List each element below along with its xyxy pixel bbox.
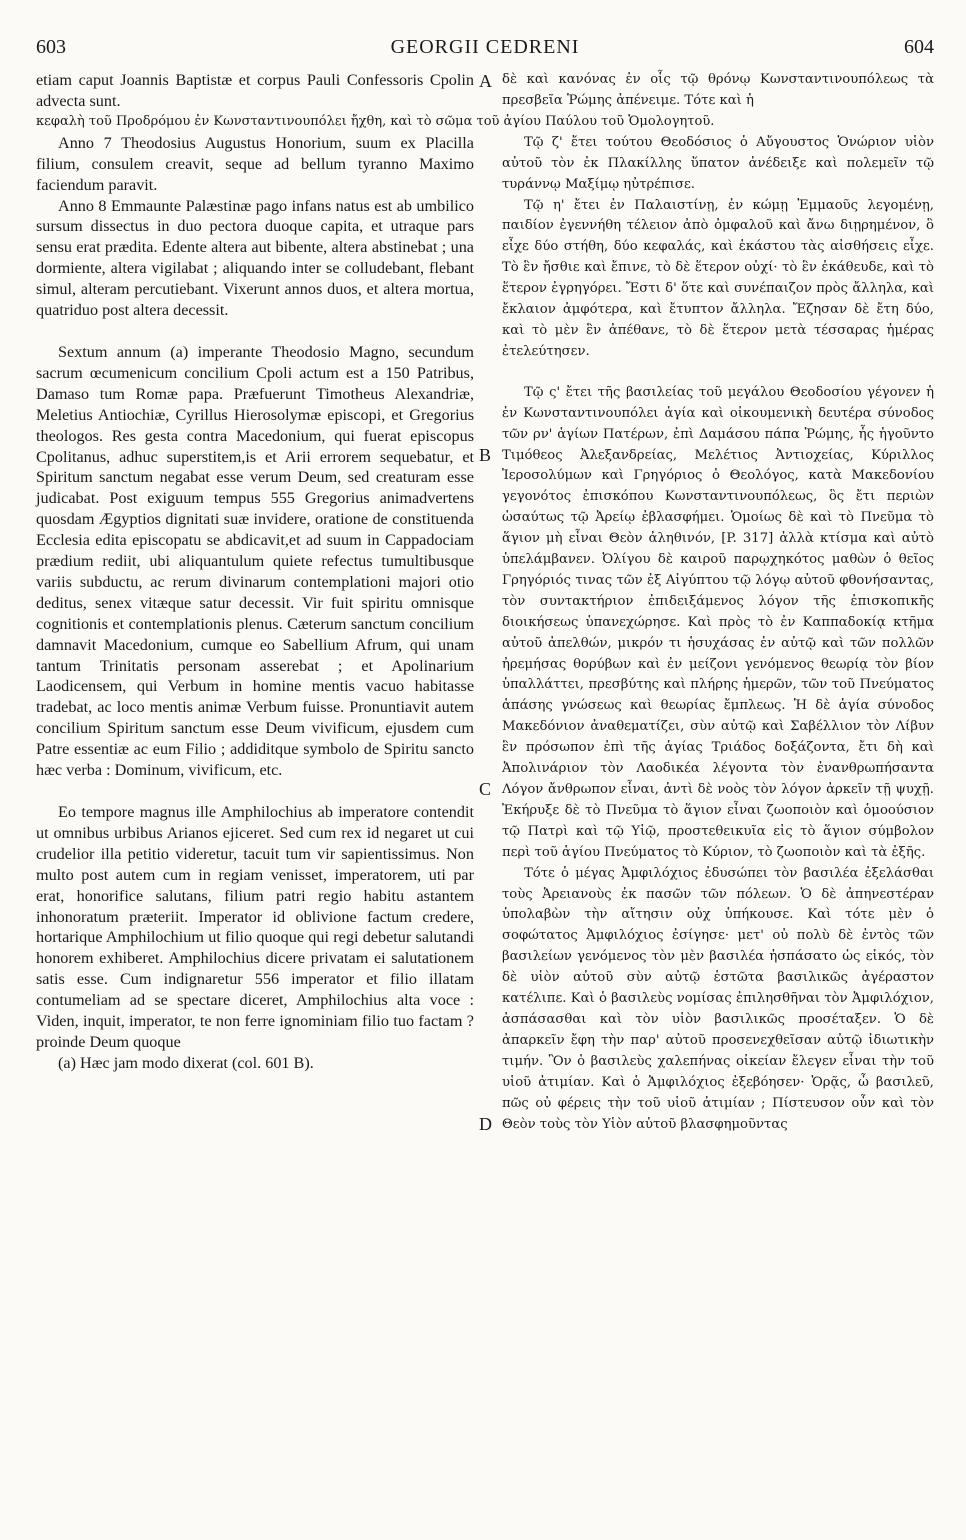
greek-paragraph-5: Τότε ὁ μέγας Ἀμφιλόχιος ἐδυσώπει τὸν βασιλέα ἐξελάσθαι τοὺς Ἀρειανοὺς ἐκ πασῶν τῶν πόλεων. Ὁ δὲ ἀπηνεστέραν ὑπολαβὼν τὴν αἴτησιν οὐχ ὑπήκουσε. Καὶ τότε μὲν ὁ σοφώτατος Ἀμφιλόχιος ἐσίγησε· μετ' οὐ πολὺ δὲ ἐντὸς τῶν βασιλείων γενόμενος τὸν μὲν βασιλέα ἠσπάσατο ὡς εἰκός, τὸν δὲ υἱὸν αὐτοῦ σὺν αὐτῷ ἑστῶτα βασιλικῶς ἀγέραστον κατέλιπε. Καὶ ὁ βασιλεὺς νομίσας ἐπιλησθῆναι τὸν Ἀμφιλόχιον, ἀσπάσασθαι καὶ τὸν υἱὸν βασιλικῶς προσέταξεν. Ὁ δὲ ἀπαρκεῖν ἔφη τὴν παρ' αὐτοῦ προσενεχθεῖσαν αὐτῷ ἰδιωτικὴν τιμήν. Ὃν ὁ βασιλεὺς χαλεπήνας οἰκείαν ἔλεγεν εἶναι τὴν τοῦ υἱοῦ ἀτιμίαν. Καὶ ὁ Ἀμφιλόχιος ἐξεβόησεν· Ὁρᾷς, ὦ βασιλεῦ, πῶς οὐ φέρεις τὴν τοῦ υἱοῦ ἀτιμίαν ; Πίστευσον οὖν καὶ τὸν Θεὸν τοὺς τὸν Υἱὸν αὐτοῦ βλασφημοῦντας: [502, 865, 934, 1132]
crossing-line: κεφαλὴ τοῦ Προδρόμου ἐν Κωνσταντινουπόλει ἤχθη, καὶ τὸ σῶμα τοῦ ἁγίου Παύλου τοῦ Ὁμολογητοῦ.: [36, 114, 715, 129]
greek-paragraph-4: Τῷ ς' ἔτει τῆς βασιλείας τοῦ μεγάλου Θεοδοσίου γέγονεν ἡ ἐν Κωνσταντινουπόλει ἁγία καὶ οἰκουμενικὴ δευτέρα σύνοδος τῶν ρν' ἁγίων Πατέρων, ἐπὶ Δαμάσου πάπα Ῥώμης, ἧς ἡγοῦντο Τιμόθεος Ἀλεξανδρείας, Μελέτιος Ἀντιοχείας, Κύριλλος Ἱεροσολύμων καὶ Γρηγόριος ὁ Θεολόγος, κατὰ Μακεδονίου γεγονότος ἐπισκόπου Κωνσταντινουπόλεως, ὃς ἔτι περιὼν ὡσαύτως τῷ Ἀρείῳ ἐβλασφήμει. Ὁμοίως δὲ καὶ τὸ Πνεῦμα τὸ ἅγιον μὴ εἶναι Θεὸν ἀληθινόν, [P. 317] ἀλλὰ κτίσμα καὶ αὐτὸ ὑπελάμβανεν. Ὀλίγου δὲ καιροῦ παρῳχηκότος μαθὼν ὁ θεῖος Γρηγόριός τινας τῶν ἐξ Αἰγύπτου τῷ λόγῳ αὐτοῦ φθονήσαντας, τὸν συντακτήριον ἐπιδειξάμενος λόγον τῆς ἐπισκοπικῆς διοικήσεως ὑπανεχώρησε. Καὶ πρὸς τὸ ἐν Καππαδοκίᾳ κτῆμα αὐτοῦ ἀπελθών, μικρόν τι ἡσυχάσας ἐν αὐτῷ καὶ τῶν πολλῶν ἠρεμήσας θορύβων καὶ ἐν μείζονι γενόμενος θεωρίᾳ τὸν βίον ὑπαλλάττει, πρεσβύτης καὶ πλήρης ἡμερῶν, τῶν τοῦ Πνεύματος ἁπάσης γνώσεως καὶ θεωρίας ἔμπλεως. Ἡ δὲ ἁγία σύνοδος Μακεδόνιον ἀναθεματίζει, σὺν αὐτῷ καὶ Σαβέλλιον τὸν Λίβυν ἓν πρόσωπον ἐπὶ τῆς ἁγίας Τριάδος δοξάζοντα, ἔτι δὴ καὶ Ἀπολινάριον τὸν Λαοδικέα λέγοντα τὸν ἐνανθρωπήσαντα Λόγον ἄνθρωπον εἶναι, ἀντὶ δὲ νοὸς τὸν λόγον ἀρκεῖν τῇ ψυχῇ. Ἐκήρυξε δὲ τὸ Πνεῦμα τὸ ἅγιον εἶναι ζωοποιὸν καὶ ὁμοούσιον τῷ Πατρὶ καὶ τῷ Υἱῷ, προστεθεικυῖα εἰς τὸ ἅγιον σύμβολον περὶ τοῦ ἁγίου Πνεύματος τὸ Κύριον, τὸ ζωοποιὸν καὶ τὰ ἑξῆς.: [502, 384, 934, 860]
page-header: [36, 36, 934, 62]
section-marker-a: A: [479, 71, 492, 91]
greek-paragraph-1: δὲ καὶ κανόνας ἐν οἷς τῷ θρόνῳ Κωνσταντινουπόλεως τὰ πρεσβεῖα Ῥώμης ἀπένειμε. Τότε καὶ ἡ: [502, 72, 934, 108]
latin-paragraph-3: Anno 8 Emmaunte Palæstinæ pago infans natus est ab umbilico sursum dissectus in duo pectora duoque capita, et utraque pars sensu erat prædita. Edente altera aut bibente, altera abstinebat ; una dormiente, altera vigilabat ; aliquando inter se colludebant, flebant simul, alteram percutiebant. Vixerunt annos duos, et altera mortua, quatriduo post altera decessit.: [36, 196, 474, 320]
greek-column: [502, 70, 934, 1135]
latin-column: [36, 70, 474, 1074]
latin-paragraph-2: Anno 7 Theodosius Augustus Honorium, suum ex Placilla filium, consulem creavit, seque ad bellum tyranno Maximo faciendum paravit.: [36, 133, 474, 194]
running-title: GEORGII CEDRENI: [390, 36, 580, 58]
page-number-right: 604: [904, 36, 934, 58]
greek-paragraph-3: Τῷ η' ἔτει ἐν Παλαιστίνῃ, ἐν κώμῃ Ἐμμαοῦς λεγομένῃ, παιδίον ἐγεννήθη τέλειον ἀπὸ ὀμφαλοῦ καὶ ἄνω διῃρημένον, ὃ εἶχε δύο στήθη, δύο κεφαλάς, καὶ ἑκάστου τὰς αἰσθήσεις εἶχε. Τὸ ἓν ἤσθιε καὶ ἔπινε, τὸ δὲ ἕτερον οὐχί· τὸ ἓν ἐκάθευδε, καὶ τὸ ἕτερον ἐγρηγόρει. Ἔστι δ' ὅτε καὶ συνέπαιζον πρὸς ἄλληλα, καὶ ἔκλαιον ἀμφότερα, καὶ ἔτυπτον ἄλληλα. Ἔζησαν δὲ ἔτη δύο, καὶ τὸ μὲν ἓν ἀπέθανε, τὸ δὲ ἕτερον μετὰ τέσσαρας ἡμέρας ἐτελεύτησεν.: [502, 197, 934, 359]
section-marker-b: B: [479, 445, 492, 465]
footnote: (a) Hæc jam modo dixerat (col. 601 B).: [58, 1053, 314, 1072]
greek-paragraph-2: Τῷ ζ' ἔτει τούτου Θεοδόσιος ὁ Αὔγουστος Ὁνώριον υἱὸν αὐτοῦ τὸν ἐκ Πλακίλλης ὕπατον ἀνέδειξε καὶ πολεμεῖν τῷ τυράννῳ Μαξίμῳ ηὐτρέπισε.: [502, 134, 934, 192]
section-marker-d: D: [479, 1114, 492, 1134]
latin-paragraph-5: Eo tempore magnus ille Amphilochius ab imperatore contendit ut omnibus urbibus Arianos ejiceret. Sed cum rex id negaret ut cui crudelior illa petitio videretur, tacuit tum vir sapientissimus. Non multo post autem cum in regiam venisset, imperatorem, uti par erat, honorifice salutans, filium patri regio habitu astantem inhonoratum præteriit. Imperator id oblivione factum credere, hortarique Amphilochium ut filio quoque qui regi debetur salutandi honorem exhiberet. Amphilochius dicere privatam ei salutationem satis esse. Cum indignaretur 556 imperator et filio illatam contumeliam ad se spectare diceret, Amphilochius alta voce : Viden, inquit, imperator, te non ferre ignominiam filio tuo factam ? proinde Deum quoque: [36, 803, 474, 1051]
page-number-left: 603: [36, 36, 66, 58]
latin-paragraph-1: etiam caput Joannis Baptistæ et corpus Pauli Confessoris Cpolin advecta sunt.: [36, 71, 474, 110]
section-marker-c: C: [479, 779, 492, 799]
latin-paragraph-4: Sextum annum (a) imperante Theodosio Magno, secundum sacrum œcumenicum concilium Cpoli actum est a 150 Patribus, Damaso tum Romæ papa. Præfuerunt Timotheus Alexandriæ, Meletius Antiochiæ, Cyrillus Hierosolymæ episcopi, et Gregorius theologos. Res gesta contra Macedonium, qui fuerat episcopus Cpolitanus, adhuc superstitem,is et Arii errorem sequebatur, et Spiritum sanctum negabat esse verum Deum, sed creaturam esse judicabat. Post exiguum tempus 555 Gregorius animadvertens quosdam Ægyptios dignitati suæ invidere, oratione de constituenda Ecclesia edita episcopatu se abdicavit,et ad suum in Cappadociam prædium rediit, ubi aliquantulum quiete refectus tumultibusque variis subductu, ac rerum divinarum contemplationi majori otio deditus, senex vitæque satur decessit. Vir fuit spiritu omnisque cognitionis et contemplationis plenus. Cæterum sanctum concilium damnavit Macedonium, cumque eo Sabellium Afrum, qui unam tantum Trinitatis personam asserebat ; et Apolinarium Laodicensem, qui Verbum in homine mentis vacuo habitasse tradebat, ac loco mentis animæ Verbum fuisse. Pronuntiavit autem concilium Spiritum sanctum esse Deum vivificum, ejusdem cum Patre essentiæ ac eum Filio ; addiditque symbolo de Spiritu sancto hæc verba : Dominum, vivificum, etc.: [36, 342, 474, 780]
